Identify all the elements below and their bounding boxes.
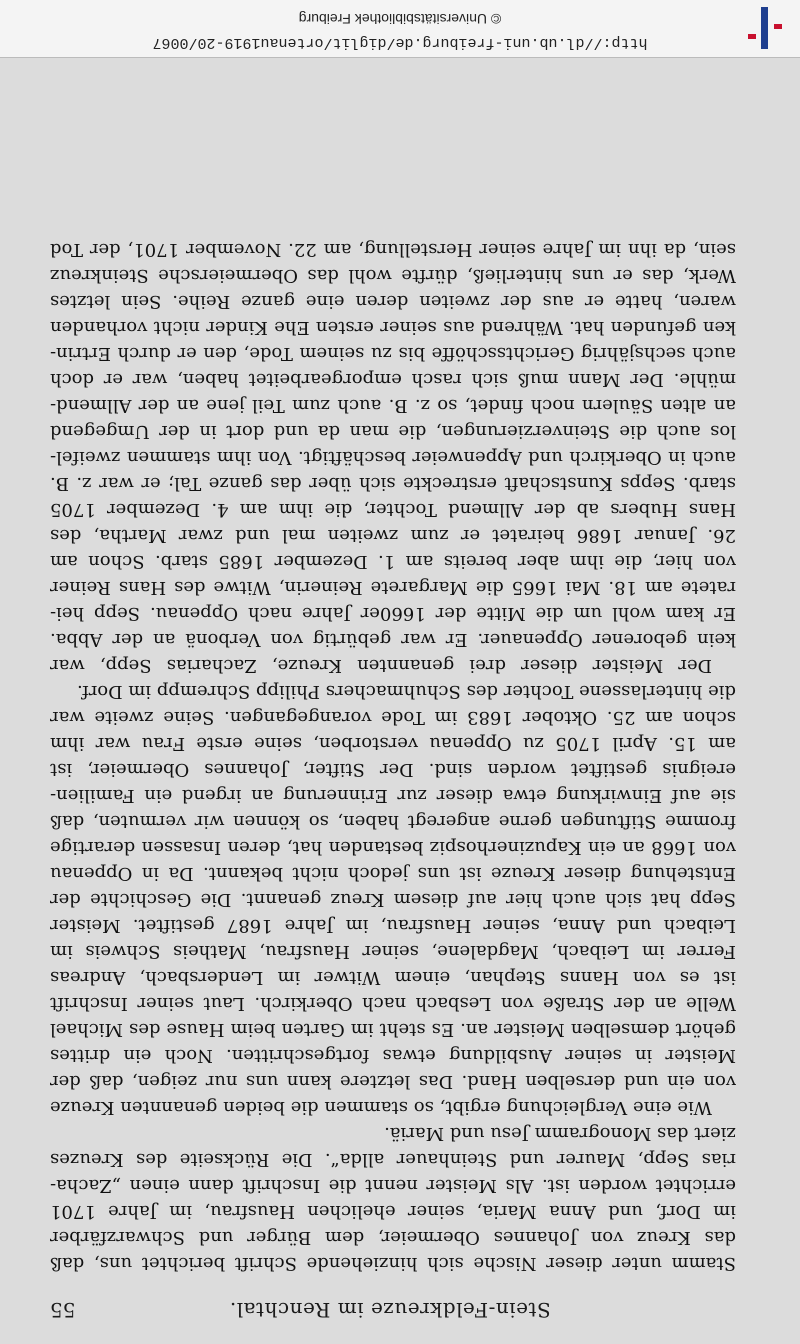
footer-bar: [0, 0, 800, 58]
university-library-logo: [744, 7, 784, 49]
logo-blue-stem: [761, 7, 768, 49]
text-line: von ein und derselben Hand. Das letztere kann uns nur zeigen, daß der: [50, 1071, 736, 1092]
text-line: schon am 25. Oktober 1683 im Tode vorangegangen. Seine zweite war: [50, 707, 736, 728]
text-line: starb. Sepps Kunstschaft erstreckte sich über das ganze Tal; er war z. B.: [50, 473, 736, 494]
text-line: am 15. April 1705 zu Oppenau verstorben, seine erste Frau war ihm: [50, 733, 736, 754]
text-line: ereignis gestiftet worden sind. Der Stifter, Johannes Obermeier, ist: [50, 759, 736, 780]
text-line: ist es von Hanns Stephan, einem Witwer im Lendersbach, Andreas: [50, 967, 736, 988]
text-line: Werk, das er uns hinterließ, dürfte wohl das Obermeiersche Steinkreuz: [50, 265, 736, 286]
text-line: von 1668 an ein Kapuzinerhospiz bestanden hat, deren Insassen derartige: [50, 837, 736, 858]
text-line: rias Sepp, Maurer und Steinhauer allda“. Die Rückseite des Kreuzes: [50, 1149, 736, 1170]
running-title: Stein-Feldkreuze im Renchtal.: [229, 1298, 551, 1322]
text-line: kein geborener Oppenauer. Er war gebürtig von Verbonä an der Abba.: [50, 629, 736, 650]
page-number: 55: [50, 1298, 76, 1322]
text-line: gehört demselben Meister an. Es steht im Garten beim Hause des Michael: [50, 1019, 736, 1040]
text-line: Entstehung dieser Kreuze ist uns jedoch nicht bekannt. Da in Oppenau: [50, 863, 736, 884]
text-line: ratete am 18. Mai 1665 die Margarete Reinerin, Witwe des Hans Reiner: [50, 577, 736, 598]
text-line: los auch die Steinverzierungen, die man da und dort in der Umgegend: [50, 421, 736, 442]
text-line: errichtet worden ist. Als Meister nennt die Inschrift dann einen „Zacha-: [50, 1175, 736, 1196]
text-line: im Dorf, und Anna Maria, seiner ehelichen Hausfrau, im Jahre 1701: [50, 1201, 736, 1222]
running-head: [50, 1292, 730, 1322]
text-line: Meister in seiner Ausbildung etwas fortgeschritten. Noch ein drittes: [50, 1045, 736, 1066]
text-line: von hier, die ihm aber bereits am 1. Dezember 1685 starb. Schon am: [50, 551, 736, 572]
text-line: mühle. Der Mann muß sich rasch emporgearbeitet haben, war er doch: [50, 369, 736, 390]
text-line: Der Meister dieser drei genannten Kreuze, Zacharias Sepp, war: [50, 655, 712, 676]
body-text: [50, 236, 736, 1276]
logo-red-bar-left: [774, 24, 782, 29]
text-line: auch in Oberkirch und Appenweier beschäftigt. Von ihm stammen zweifel-: [50, 447, 736, 468]
footer-copyright: © Universitätsbibliothek Freiburg: [298, 11, 502, 27]
text-line: Leibach und Anna, seiner Hausfrau, im Jahre 1687 gestiftet. Meister: [50, 915, 736, 936]
text-line: Welle an der Straße von Lesbach nach Oberkirch. Laut seiner Inschrift: [50, 993, 736, 1014]
text-line: das Kreuz von Johannes Obermeier, dem Bürger und Schwarzfärber: [50, 1227, 736, 1248]
footer-url[interactable]: http://dl.ub.uni-freiburg.de/diglit/ortenau1919-20/0067: [152, 34, 648, 51]
text-line: auch sechsjährig Gerichtsschöffe bis zu seinem Tode, den er durch Ertrin-: [50, 343, 736, 364]
text-line: Stamm unter dieser Nische sich hinziehende Schrift berichtet uns, daß: [50, 1253, 736, 1274]
text-line: Ferrer im Leibach, Magdalene, seiner Hausfrau, Matheis Schweis im: [50, 941, 736, 962]
text-line: sein, da ihn im Jahre seiner Herstellung, am 22. November 1701, der Tod: [50, 239, 736, 260]
text-line: fromme Stiftungen gerne angeregt haben, so können wir vermuten, daß: [50, 811, 736, 832]
text-line: die hinterlassene Tochter des Schuhmachers Philipp Schrempp im Dorf.: [76, 681, 736, 702]
text-line: Sepp hat sich auch hier auf diesem Kreuz genannt. Die Geschichte der: [50, 889, 736, 910]
scanned-page: [0, 58, 800, 1344]
text-line: Wie eine Vergleichung ergibt, so stammen die beiden genannten Kreuze: [50, 1097, 712, 1118]
text-line: Er kam wohl um die Mitte der 1660er Jahre nach Oppenau. Sepp hei-: [50, 603, 736, 624]
text-line: ken gefunden hat. Während aus seiner ersten Ehe Kinder nicht vorhanden: [50, 317, 736, 338]
text-line: 26. Januar 1686 heiratet er zum zweiten mal und zwar Martha, des: [50, 525, 736, 546]
text-line: sie auf Einwirkung etwa dieser zur Erinnerung an irgend ein Familien-: [50, 785, 736, 806]
logo-red-bar-right: [748, 34, 756, 39]
text-line: Hans Hubers ab der Allmend Tochter, die ihm am 4. Dezember 1705: [50, 499, 736, 520]
text-line: an alten Säulern noch findet, so z. B. auch zum Teil jene an der Allmend-: [50, 395, 736, 416]
text-line: waren, hatte er aus der zweiten deren eine ganze Reihe. Sein letztes: [50, 291, 736, 312]
text-line: ziert das Monogramm Jesu und Mariä.: [384, 1123, 736, 1144]
